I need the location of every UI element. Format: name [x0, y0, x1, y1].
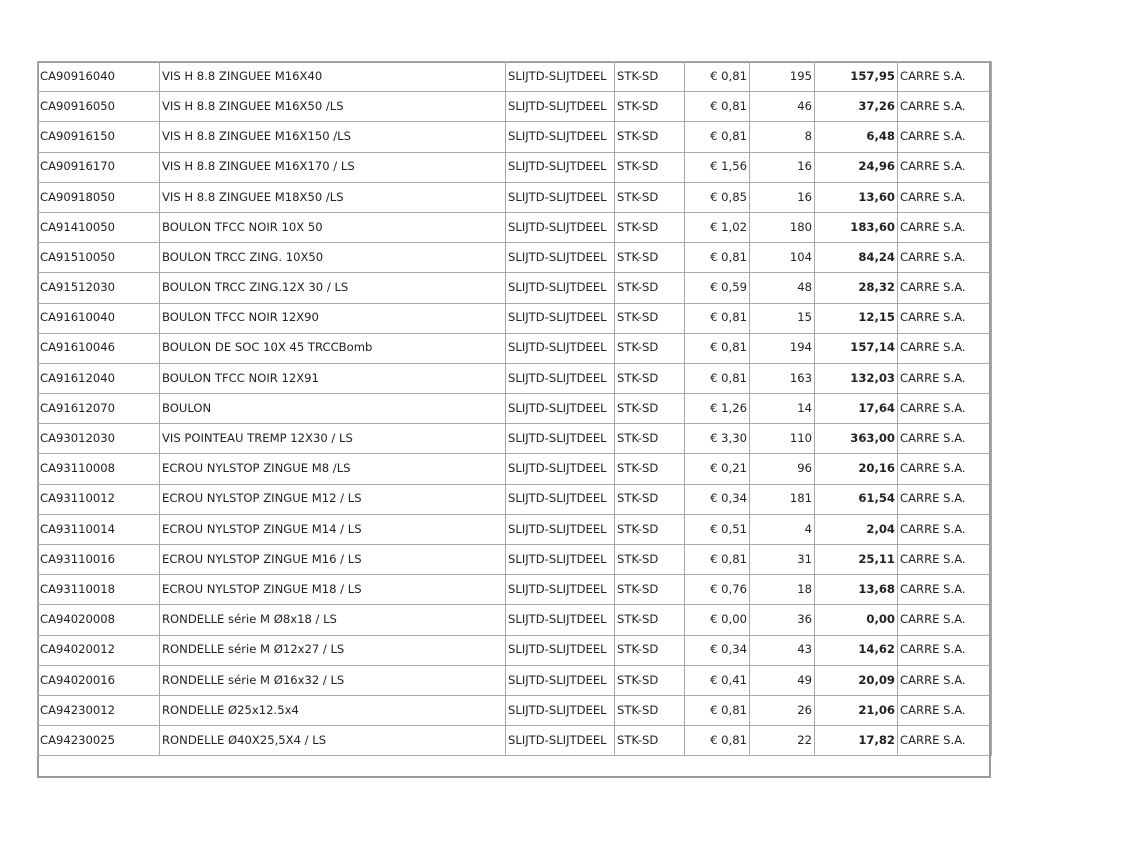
quantity-cell: 49: [750, 665, 815, 695]
item-code-cell: CA90916170: [38, 152, 160, 182]
item-code-cell: CA90916150: [38, 122, 160, 152]
unit-price-cell: € 0,81: [685, 333, 750, 363]
category-cell: SLIJTD-SLIJTDEEL: [506, 212, 615, 242]
total-cell: 17,82: [815, 726, 898, 756]
unit-cell: STK-SD: [615, 212, 685, 242]
category-cell: SLIJTD-SLIJTDEEL: [506, 695, 615, 725]
description-cell: BOULON: [160, 394, 506, 424]
unit-cell: STK-SD: [615, 575, 685, 605]
unit-price-cell: € 0,81: [685, 243, 750, 273]
item-code-cell: CA93110012: [38, 484, 160, 514]
unit-cell: STK-SD: [615, 454, 685, 484]
quantity-cell: 181: [750, 484, 815, 514]
table-row: [38, 92, 992, 122]
total-cell: 183,60: [815, 212, 898, 242]
supplier-cell: CARRE S.A.: [898, 726, 992, 756]
unit-cell: STK-SD: [615, 514, 685, 544]
category-cell: SLIJTD-SLIJTDEEL: [506, 182, 615, 212]
quantity-cell: 48: [750, 273, 815, 303]
unit-cell: STK-SD: [615, 92, 685, 122]
quantity-cell: 110: [750, 424, 815, 454]
category-cell: SLIJTD-SLIJTDEEL: [506, 484, 615, 514]
description-cell: BOULON TFCC NOIR 12X90: [160, 303, 506, 333]
total-cell: 24,96: [815, 152, 898, 182]
unit-cell: STK-SD: [615, 363, 685, 393]
category-cell: SLIJTD-SLIJTDEEL: [506, 424, 615, 454]
item-code-cell: CA91612070: [38, 394, 160, 424]
category-cell: SLIJTD-SLIJTDEEL: [506, 514, 615, 544]
supplier-cell: CARRE S.A.: [898, 333, 992, 363]
total-cell: 20,09: [815, 665, 898, 695]
table-row: [38, 152, 992, 182]
unit-price-cell: € 0,34: [685, 635, 750, 665]
unit-cell: STK-SD: [615, 695, 685, 725]
item-code-cell: CA94020008: [38, 605, 160, 635]
total-cell: 6,48: [815, 122, 898, 152]
unit-cell: STK-SD: [615, 273, 685, 303]
quantity-cell: 16: [750, 152, 815, 182]
total-cell: 363,00: [815, 424, 898, 454]
total-cell: 2,04: [815, 514, 898, 544]
item-code-cell: CA94020012: [38, 635, 160, 665]
table-row: [38, 394, 992, 424]
table-body: [38, 62, 992, 756]
total-cell: 37,26: [815, 92, 898, 122]
item-code-cell: CA90916050: [38, 92, 160, 122]
unit-price-cell: € 0,81: [685, 122, 750, 152]
unit-price-cell: € 0,81: [685, 303, 750, 333]
description-cell: ECROU NYLSTOP ZINGUE M12 / LS: [160, 484, 506, 514]
description-cell: RONDELLE série M Ø16x32 / LS: [160, 665, 506, 695]
unit-cell: STK-SD: [615, 424, 685, 454]
quantity-cell: 194: [750, 333, 815, 363]
category-cell: SLIJTD-SLIJTDEEL: [506, 454, 615, 484]
item-code-cell: CA93110018: [38, 575, 160, 605]
unit-cell: STK-SD: [615, 243, 685, 273]
item-code-cell: CA91610040: [38, 303, 160, 333]
table-row: [38, 545, 992, 575]
unit-price-cell: € 0,51: [685, 514, 750, 544]
category-cell: SLIJTD-SLIJTDEEL: [506, 545, 615, 575]
item-code-cell: CA91510050: [38, 243, 160, 273]
unit-cell: STK-SD: [615, 62, 685, 92]
item-code-cell: CA94230025: [38, 726, 160, 756]
item-code-cell: CA90916040: [38, 62, 160, 92]
category-cell: SLIJTD-SLIJTDEEL: [506, 665, 615, 695]
quantity-cell: 195: [750, 62, 815, 92]
unit-cell: STK-SD: [615, 152, 685, 182]
description-cell: RONDELLE série M Ø12x27 / LS: [160, 635, 506, 665]
total-cell: 17,64: [815, 394, 898, 424]
description-cell: VIS H 8.8 ZINGUEE M18X50 /LS: [160, 182, 506, 212]
table-row: [38, 605, 992, 635]
unit-cell: STK-SD: [615, 726, 685, 756]
quantity-cell: 180: [750, 212, 815, 242]
category-cell: SLIJTD-SLIJTDEEL: [506, 122, 615, 152]
quantity-cell: 43: [750, 635, 815, 665]
description-cell: ECROU NYLSTOP ZINGUE M16 / LS: [160, 545, 506, 575]
supplier-cell: CARRE S.A.: [898, 454, 992, 484]
unit-price-cell: € 1,02: [685, 212, 750, 242]
unit-price-cell: € 0,00: [685, 605, 750, 635]
total-cell: 0,00: [815, 605, 898, 635]
unit-price-cell: € 0,34: [685, 484, 750, 514]
table-row: [38, 363, 992, 393]
table-row: [38, 514, 992, 544]
table-row: [38, 424, 992, 454]
item-code-cell: CA91512030: [38, 273, 160, 303]
table-row: [38, 454, 992, 484]
category-cell: SLIJTD-SLIJTDEEL: [506, 333, 615, 363]
description-cell: VIS H 8.8 ZINGUEE M16X170 / LS: [160, 152, 506, 182]
supplier-cell: CARRE S.A.: [898, 92, 992, 122]
quantity-cell: 96: [750, 454, 815, 484]
supplier-cell: CARRE S.A.: [898, 212, 992, 242]
unit-price-cell: € 0,81: [685, 62, 750, 92]
description-cell: RONDELLE Ø25x12.5x4: [160, 695, 506, 725]
total-cell: 157,95: [815, 62, 898, 92]
quantity-cell: 104: [750, 243, 815, 273]
quantity-cell: 36: [750, 605, 815, 635]
unit-cell: STK-SD: [615, 484, 685, 514]
unit-price-cell: € 0,81: [685, 363, 750, 393]
unit-price-cell: € 0,76: [685, 575, 750, 605]
quantity-cell: 4: [750, 514, 815, 544]
inventory-table: [37, 61, 992, 756]
quantity-cell: 163: [750, 363, 815, 393]
table-row: [38, 575, 992, 605]
unit-cell: STK-SD: [615, 545, 685, 575]
unit-price-cell: € 1,56: [685, 152, 750, 182]
description-cell: ECROU NYLSTOP ZINGUE M14 / LS: [160, 514, 506, 544]
table-row: [38, 695, 992, 725]
quantity-cell: 16: [750, 182, 815, 212]
quantity-cell: 26: [750, 695, 815, 725]
description-cell: ECROU NYLSTOP ZINGUE M18 / LS: [160, 575, 506, 605]
category-cell: SLIJTD-SLIJTDEEL: [506, 726, 615, 756]
item-code-cell: CA93012030: [38, 424, 160, 454]
supplier-cell: CARRE S.A.: [898, 182, 992, 212]
description-cell: ECROU NYLSTOP ZINGUE M8 /LS: [160, 454, 506, 484]
description-cell: VIS H 8.8 ZINGUEE M16X150 /LS: [160, 122, 506, 152]
total-cell: 28,32: [815, 273, 898, 303]
category-cell: SLIJTD-SLIJTDEEL: [506, 62, 615, 92]
unit-price-cell: € 0,85: [685, 182, 750, 212]
table-row: [38, 182, 992, 212]
supplier-cell: CARRE S.A.: [898, 273, 992, 303]
description-cell: BOULON TFCC NOIR 10X 50: [160, 212, 506, 242]
unit-cell: STK-SD: [615, 182, 685, 212]
table-row: [38, 273, 992, 303]
supplier-cell: CARRE S.A.: [898, 303, 992, 333]
total-cell: 84,24: [815, 243, 898, 273]
table-row: [38, 212, 992, 242]
item-code-cell: CA91610046: [38, 333, 160, 363]
unit-price-cell: € 0,41: [685, 665, 750, 695]
unit-price-cell: € 0,81: [685, 92, 750, 122]
category-cell: SLIJTD-SLIJTDEEL: [506, 575, 615, 605]
description-cell: BOULON TRCC ZING. 10X50: [160, 243, 506, 273]
unit-cell: STK-SD: [615, 665, 685, 695]
supplier-cell: CARRE S.A.: [898, 424, 992, 454]
quantity-cell: 31: [750, 545, 815, 575]
supplier-cell: CARRE S.A.: [898, 484, 992, 514]
unit-cell: STK-SD: [615, 635, 685, 665]
supplier-cell: CARRE S.A.: [898, 575, 992, 605]
supplier-cell: CARRE S.A.: [898, 363, 992, 393]
total-cell: 132,03: [815, 363, 898, 393]
total-cell: 157,14: [815, 333, 898, 363]
total-cell: 13,68: [815, 575, 898, 605]
supplier-cell: CARRE S.A.: [898, 62, 992, 92]
total-cell: 21,06: [815, 695, 898, 725]
item-code-cell: CA94020016: [38, 665, 160, 695]
table-row: [38, 484, 992, 514]
quantity-cell: 14: [750, 394, 815, 424]
total-cell: 14,62: [815, 635, 898, 665]
unit-cell: STK-SD: [615, 605, 685, 635]
description-cell: BOULON TFCC NOIR 12X91: [160, 363, 506, 393]
category-cell: SLIJTD-SLIJTDEEL: [506, 92, 615, 122]
unit-cell: STK-SD: [615, 394, 685, 424]
item-code-cell: CA93110016: [38, 545, 160, 575]
table-row: [38, 333, 992, 363]
description-cell: VIS H 8.8 ZINGUEE M16X40: [160, 62, 506, 92]
supplier-cell: CARRE S.A.: [898, 394, 992, 424]
unit-cell: STK-SD: [615, 122, 685, 152]
category-cell: SLIJTD-SLIJTDEEL: [506, 152, 615, 182]
category-cell: SLIJTD-SLIJTDEEL: [506, 303, 615, 333]
category-cell: SLIJTD-SLIJTDEEL: [506, 635, 615, 665]
unit-cell: STK-SD: [615, 333, 685, 363]
table-row: [38, 243, 992, 273]
unit-price-cell: € 0,81: [685, 726, 750, 756]
description-cell: RONDELLE série M Ø8x18 / LS: [160, 605, 506, 635]
description-cell: VIS POINTEAU TREMP 12X30 / LS: [160, 424, 506, 454]
supplier-cell: CARRE S.A.: [898, 122, 992, 152]
quantity-cell: 46: [750, 92, 815, 122]
item-code-cell: CA93110008: [38, 454, 160, 484]
supplier-cell: CARRE S.A.: [898, 605, 992, 635]
table-row: [38, 726, 992, 756]
item-code-cell: CA91410050: [38, 212, 160, 242]
unit-price-cell: € 3,30: [685, 424, 750, 454]
category-cell: SLIJTD-SLIJTDEEL: [506, 243, 615, 273]
description-cell: RONDELLE Ø40X25,5X4 / LS: [160, 726, 506, 756]
unit-price-cell: € 0,81: [685, 545, 750, 575]
quantity-cell: 18: [750, 575, 815, 605]
quantity-cell: 22: [750, 726, 815, 756]
description-cell: BOULON TRCC ZING.12X 30 / LS: [160, 273, 506, 303]
item-code-cell: CA91612040: [38, 363, 160, 393]
quantity-cell: 15: [750, 303, 815, 333]
total-cell: 61,54: [815, 484, 898, 514]
supplier-cell: CARRE S.A.: [898, 152, 992, 182]
quantity-cell: 8: [750, 122, 815, 152]
table-row: [38, 62, 992, 92]
item-code-cell: CA93110014: [38, 514, 160, 544]
total-cell: 13,60: [815, 182, 898, 212]
supplier-cell: CARRE S.A.: [898, 695, 992, 725]
category-cell: SLIJTD-SLIJTDEEL: [506, 363, 615, 393]
item-code-cell: CA90918050: [38, 182, 160, 212]
total-cell: 12,15: [815, 303, 898, 333]
unit-cell: STK-SD: [615, 303, 685, 333]
supplier-cell: CARRE S.A.: [898, 635, 992, 665]
category-cell: SLIJTD-SLIJTDEEL: [506, 273, 615, 303]
category-cell: SLIJTD-SLIJTDEEL: [506, 605, 615, 635]
supplier-cell: CARRE S.A.: [898, 545, 992, 575]
total-cell: 20,16: [815, 454, 898, 484]
unit-price-cell: € 1,26: [685, 394, 750, 424]
supplier-cell: CARRE S.A.: [898, 243, 992, 273]
description-cell: BOULON DE SOC 10X 45 TRCCBomb: [160, 333, 506, 363]
unit-price-cell: € 0,21: [685, 454, 750, 484]
unit-price-cell: € 0,81: [685, 695, 750, 725]
table-row: [38, 122, 992, 152]
table-row: [38, 665, 992, 695]
supplier-cell: CARRE S.A.: [898, 665, 992, 695]
supplier-cell: CARRE S.A.: [898, 514, 992, 544]
total-cell: 25,11: [815, 545, 898, 575]
item-code-cell: CA94230012: [38, 695, 160, 725]
description-cell: VIS H 8.8 ZINGUEE M16X50 /LS: [160, 92, 506, 122]
table-row: [38, 635, 992, 665]
category-cell: SLIJTD-SLIJTDEEL: [506, 394, 615, 424]
unit-price-cell: € 0,59: [685, 273, 750, 303]
table-row: [38, 303, 992, 333]
